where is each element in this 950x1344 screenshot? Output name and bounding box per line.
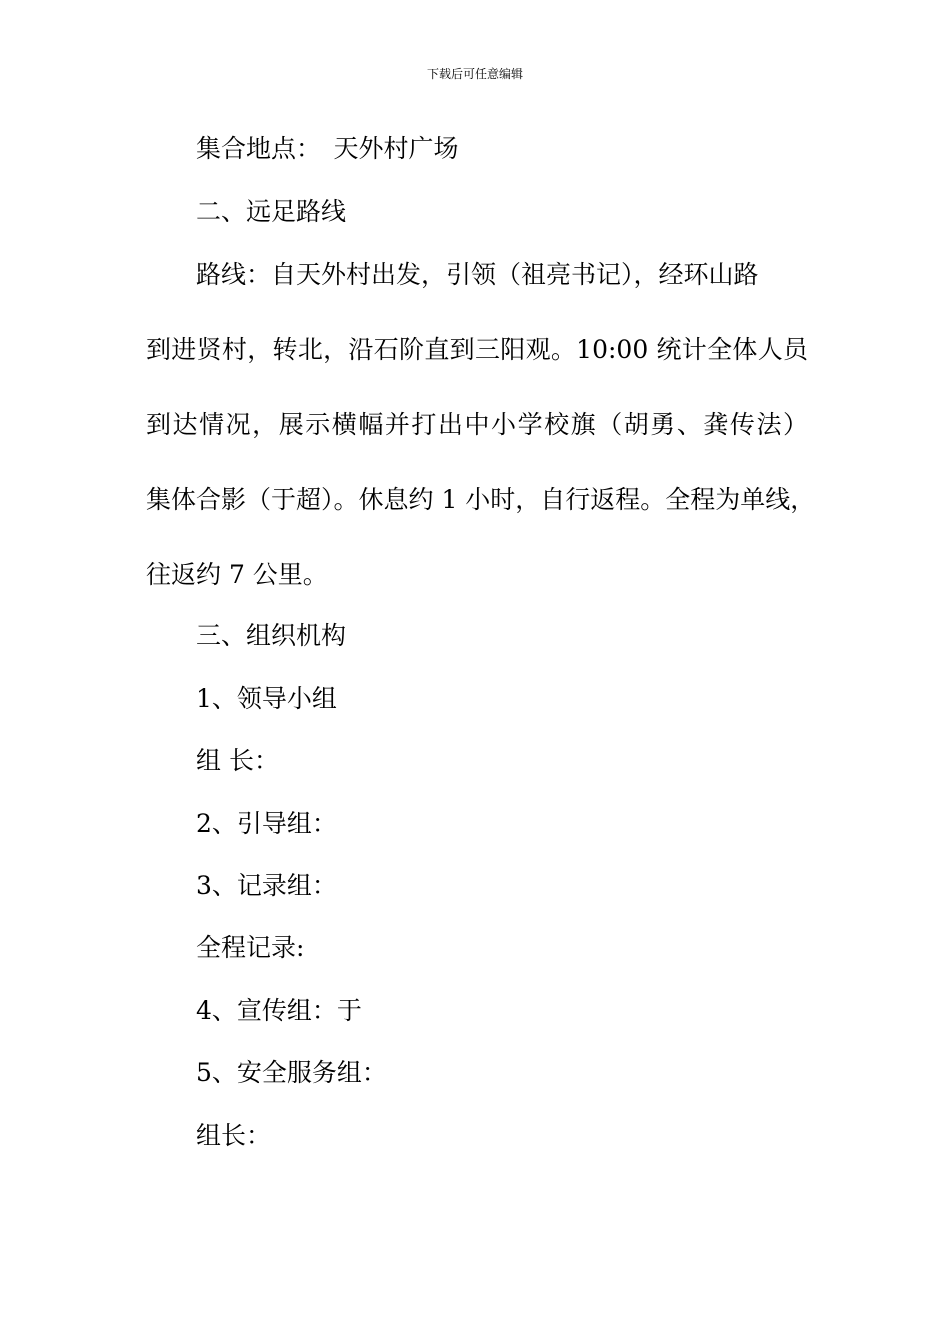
section-heading-organization: 三、组织机构 — [196, 621, 347, 650]
guide-group-heading: 2、引导组： — [196, 809, 337, 838]
group-leader-line: 组 长： — [196, 746, 279, 775]
full-record-line: 全程记录: — [196, 933, 305, 962]
header-note: 下载后可任意编辑 — [426, 67, 523, 81]
route-paragraph-line-1: 路线：自天外村出发，引领（祖亮书记），经环山路 — [196, 260, 759, 289]
meeting-place-line: 集合地点： 天外村广场 — [196, 134, 459, 163]
safety-group-leader-line: 组长： — [196, 1121, 272, 1150]
record-group-heading: 3、记录组： — [196, 871, 337, 900]
section-heading-route: 二、远足路线 — [196, 197, 347, 226]
route-paragraph-line-2: 到进贤村，转北，沿石阶直到三阳观。10:00 统计全体人员 — [146, 335, 808, 364]
route-paragraph-line-3: 到达情况，展示横幅并打出中小学校旗（胡勇、龚传法） — [146, 410, 808, 439]
route-paragraph-line-5: 往返约 7 公里。 — [146, 560, 328, 589]
publicity-group-heading: 4、宣传组：于 — [196, 996, 362, 1025]
leadership-group-heading: 1、领导小组 — [196, 684, 337, 713]
safety-service-group-heading: 5、安全服务组： — [196, 1058, 387, 1087]
route-paragraph-line-4: 集体合影（于超）。休息约 1 小时，自行返程。全程为单线， — [146, 485, 816, 514]
